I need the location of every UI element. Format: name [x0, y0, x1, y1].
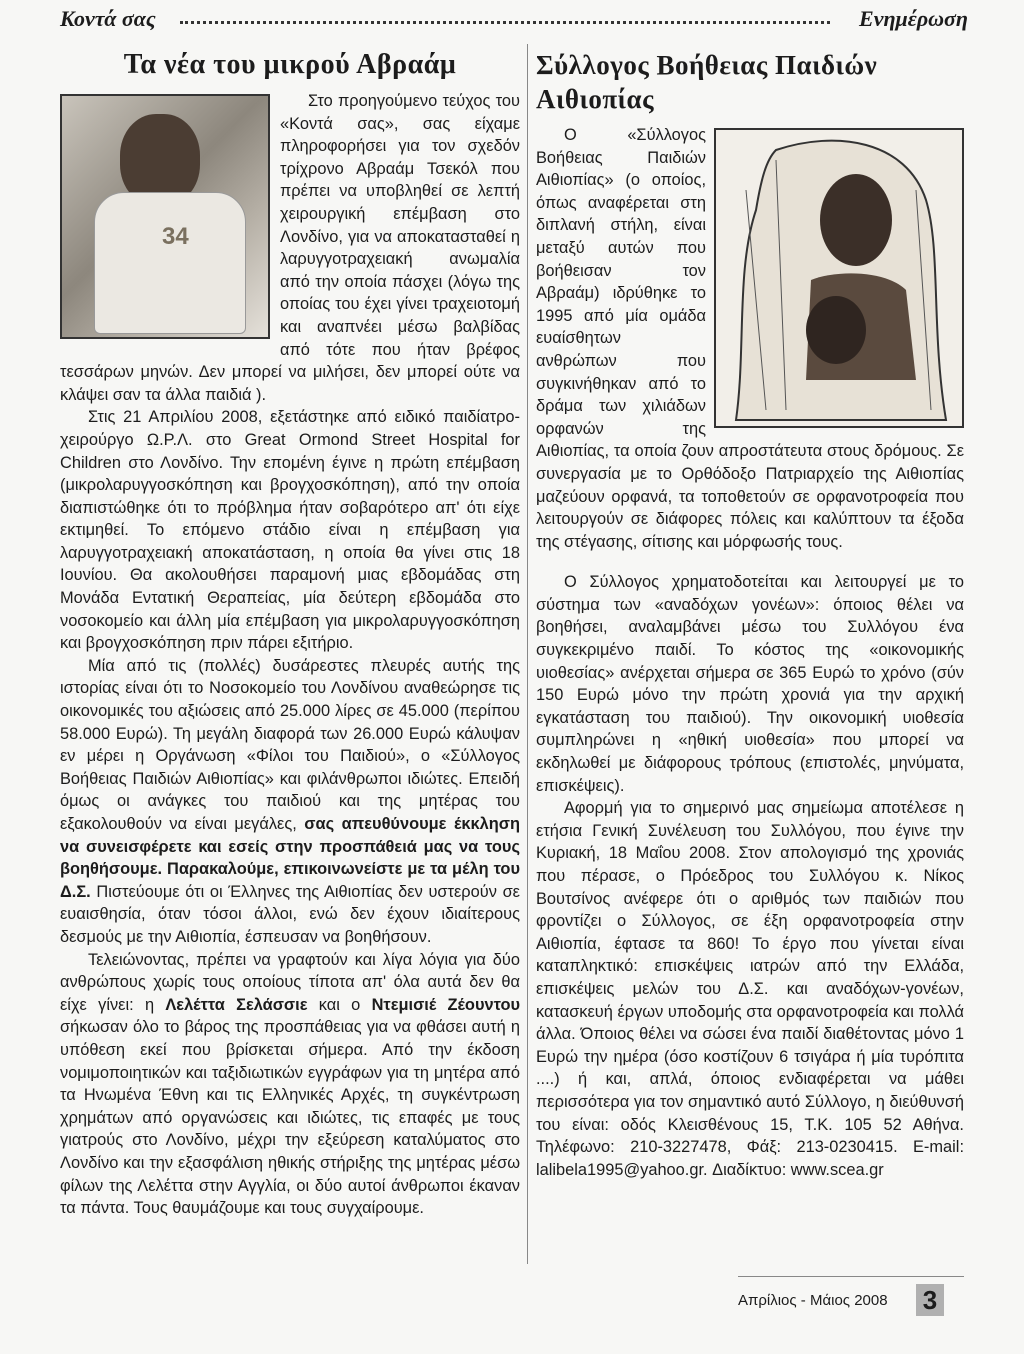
left-p4-name-1: Λελέττα Σελάσσιε [165, 995, 308, 1014]
footer-rule [738, 1276, 964, 1277]
child-body-shape [94, 192, 246, 334]
left-p3-appeal: σας απευθύνουμε έκκληση να συνεισφέρετε και εσείς στην προσπάθειά μας να τους βοηθήσουμε. Παρακαλούμε, επικοινωνείστε με τα μέλη του Δ.Σ. [60, 815, 520, 901]
page-header [60, 4, 968, 40]
header-dotted-rule [180, 21, 830, 24]
left-p4-name-2: Ντεμισιέ Ζέουντου [371, 995, 521, 1014]
left-p4-text-b: σήκωσαν όλο το βάρος της προσπάθειας για να φθάσει αυτή η υπόθεση εκεί που βρίσκεται σήμερα. Από την έκδοση νομιμοποιητικών και ταξιδιωτικών εγγράφων για τη μητέρα από τα Ηνωμένα Έθνη και τις Ελληνικές Αρχές, τη συγκέντρωση χρημάτων από οργανώσεις και ιδιώτες, τις επαφές με τους γιατρούς στο Λονδίνο, μέχρι την εξεύρεση καταλύματος στο Λονδίνο και την εξασφάλιση ηθικής στήριξης της μητέρας μέσω φίλων της Λελέττα στην Αγγλία, οι δύο αυτοί άνθρωποι έκαναν τα πάντα. Τους θαυμάζουμε και τους συγχαίρουμε. [60, 1018, 520, 1218]
left-paragraph-4 [60, 949, 520, 1220]
right-paragraph-1: Ο «Σύλλογος Βοήθειας Παιδιών Αιθιοπίας» (ο οποίος, όπως αναφέρεται στη διπλανή στήλη, είναι μεταξύ αυτών που βοήθεισαν τον Αβραάμ) ιδρύθηκε το 1995 από μία ομάδα ευαίσθητων ανθρώπων που συγκινήθηκαν από το δράμα των χιλιάδων ορφανών της Αιθιοπίας, τα οποία ζουν απροστάτευτα στους δρόμους. Σε συνεργασία με το Ορθόδοξο Πατριαρχείο της Αιθιοπίας μαζεύουν ορφανά, τα τοποθετούν σε ορφανοτροφεία που λειτουργούν σε διάφορες πόλεις και καλύπτουν τα έξοδα της στέγασης, σίτισης και μόρφωσής τους. [536, 126, 964, 551]
section-category: Ενημέρωση [859, 6, 968, 31]
left-article-title: Τα νέα του μικρού Αβραάμ [123, 49, 457, 80]
right-article-title: Σύλλογος Βοήθειας Παιδιών Αιθιοπίας [536, 50, 878, 114]
left-p4-text-mid: και ο [307, 995, 372, 1014]
left-article [60, 48, 520, 1220]
mother-child-illustration [714, 128, 964, 428]
left-paragraph-2: Στις 21 Απριλίου 2008, εξετάστηκε από ειδικό παιδίατρο-χειρούργο Ω.Ρ.Λ. στο Great Ormond Street Hospital for Children στο Λονδίνο. Την επομένη έγινε η πρώτη επέμβαση (μικρολαρυγγοσκόπηση και βρογχοσκόπηση), από την οποία διαπιστώθηκε ότι το πρόβλημα ήταν σοβαρότερο απ' ότι είχε εκτιμηθεί. Το επόμενο στάδιο είναι η επέμβαση για λαρυγγοτραχειακή αποκατάσταση, η οποία θα γίνει στις 18 Ιουνίου. Θα ακολουθήσει παραμονή μιας εβδομάδας στη Μονάδα Εντατική Θεραπείας, μία δεύτερη εβδομάδα στο νοσοκομείο και άλλη μία επέμβαση για μικρολαρυγγοσκόπηση και βρογχοσκόπηση πριν πάρει εξιτήριο. [60, 408, 520, 653]
mother-child-drawing [716, 130, 962, 426]
page-footer [738, 1280, 964, 1320]
right-paragraph-3: Αφορμή για το σημερινό μας σημείωμα αποτέλεσε η ετήσια Γενική Συνέλευση του Συλλόγου, που έγινε την Κυριακή, 18 Μαΐου 2008. Στον απολογισμό της χρονιάς που πέρασε, ο Πρόεδρος του Συλλόγου κ. Νίκος Βουτσίνος ανέφερε ότι ο αριθμός των παιδιών που φροντίζει ο Σύλλογος, σε έξη ορφανοτροφεία στην Αιθιοπία, έφτασε τα 860! Το έργο που γίνεται είναι καταπληκτικό: επισκέψεις ιατρών από την Ελλάδα, επισκέψεις μελών του Δ.Σ. και αναδόχων-γονέων, κατασκευή έργων υποδομής στα ορφανοτροφεία και πολλά άλλα. Όποιος θέλει να σώσει ένα παιδί διαθέτοντας μόνο 1 Ευρώ την ημέρα (όσο κοστίζουν 6 τσιγάρα ή μία τυρόπιτα ....) ή και, απλά, όποιος ενδιαφέρεται να μάθει περισσότερα για τον σημαντικό αυτό Σύλλογο, η διεύθυνσή του είναι: οδός Κλεισθένους 15, Τ.Κ. 105 52 Αθήνα. Τηλέφωνο: 210-3227478, Φάξ: 213-0230415. E-mail: lalibela1995@yahoo.gr. Διαδίκτυο: www.scea.gr [536, 799, 964, 1179]
issue-date: Απρίλιος - Μάιος 2008 [738, 1292, 888, 1309]
column-divider [527, 44, 528, 1264]
left-p3-text-b: Πιστεύουμε ότι οι Έλληνες της Αιθιοπίας δεν υστερούν σε ευαισθησία, όταν τόσοι άλλοι, ενώ δεν έχουν ιδιαίτερους δεσμούς με την Αιθιοπία, έσπευσαν να βοηθήσουν. [60, 882, 520, 946]
right-paragraph-2: Ο Σύλλογος χρηματοδοτείται και λειτουργεί με το σύστημα των «αναδόχων γονέων»: όποιος θέλει να βοηθήσει, αναλαμβάνει μέσω του Συλλόγου ένα συγκεκριμένο παιδί. Το κόστος της «οικονομικής υιοθεσίας» ανέρχεται σήμερα σε 365 Ευρώ το χρόνο (σύν 150 Ευρώ μόνο την πρώτη χρονιά για την αρχική εγκατάσταση του παιδιού). Την οικονομική υιοθεσία συμπληρώνει η «ηθική υιοθεσία» που μπορεί να εκδηλωθεί με διάφορους τρόπους (επιστολές, μηνύματα, επισκέψεις). [536, 573, 964, 795]
left-paragraph-1: Στο προηγούμενο τεύχος του «Κοντά σας», σας είχαμε πληροφορήσει για τον σχεδόν τρίχρονο Αβραάμ Τσεκόλ που πρέπει να υποβληθεί σε λεπτή χειρουργική επέμβαση στο Λονδίνο, για να αποκατασταθεί η λαρυγγοτραχειακή ανωμαλία από την οποία πάσχει (λόγω της οποίας του έχει γίνει τραχειοτομή και αναπνέει μέσω βαλβίδας από τότε που ήταν βρέφος τεσσάρων μηνών. Δεν μπορεί να μιλήσει, δεν μπορεί ούτε να κλάψει σαν τα άλλα παιδιά ). [60, 92, 520, 404]
section-label: Κοντά σας [60, 6, 156, 31]
child-photo [60, 94, 270, 339]
left-paragraph-3 [60, 655, 520, 949]
left-p3-text-a: Μία από τις (πολλές) δυσάρεστες πλευρές αυτής της ιστορίας είναι ότι το Νοσοκομείο του Λονδίνου αναθεώρησε τις οικονομικές του αξιώσεις από 25.000 λίρες σε 45.000 (περίπου 58.000 Ευρώ). Τη μεγάλη διαφορά των 26.000 Ευρώ κάλυψαν εν μέρει η Οργάνωση «Φίλοι του Παιδιού», ο «Σύλλογος Βοήθειας Παιδιών Αιθιοπίας» και φιλάνθρωποι ιδιώτες. Επειδή όμως οι ανάγκες του παιδιού και της μητέρας του εξακολουθούν να είναι μεγάλες, [60, 656, 520, 833]
page-number: 3 [916, 1284, 944, 1316]
right-article [536, 48, 964, 1181]
left-p4-text-a: Τελειώνοντας, πρέπει να γραφτούν και λίγα λόγια για δύο ανθρώπους χωρίς τους οποίους τίποτα απ' όλα αυτά δεν θα είχε γίνει: η [60, 950, 520, 1014]
shirt-number: 34 [162, 223, 189, 250]
